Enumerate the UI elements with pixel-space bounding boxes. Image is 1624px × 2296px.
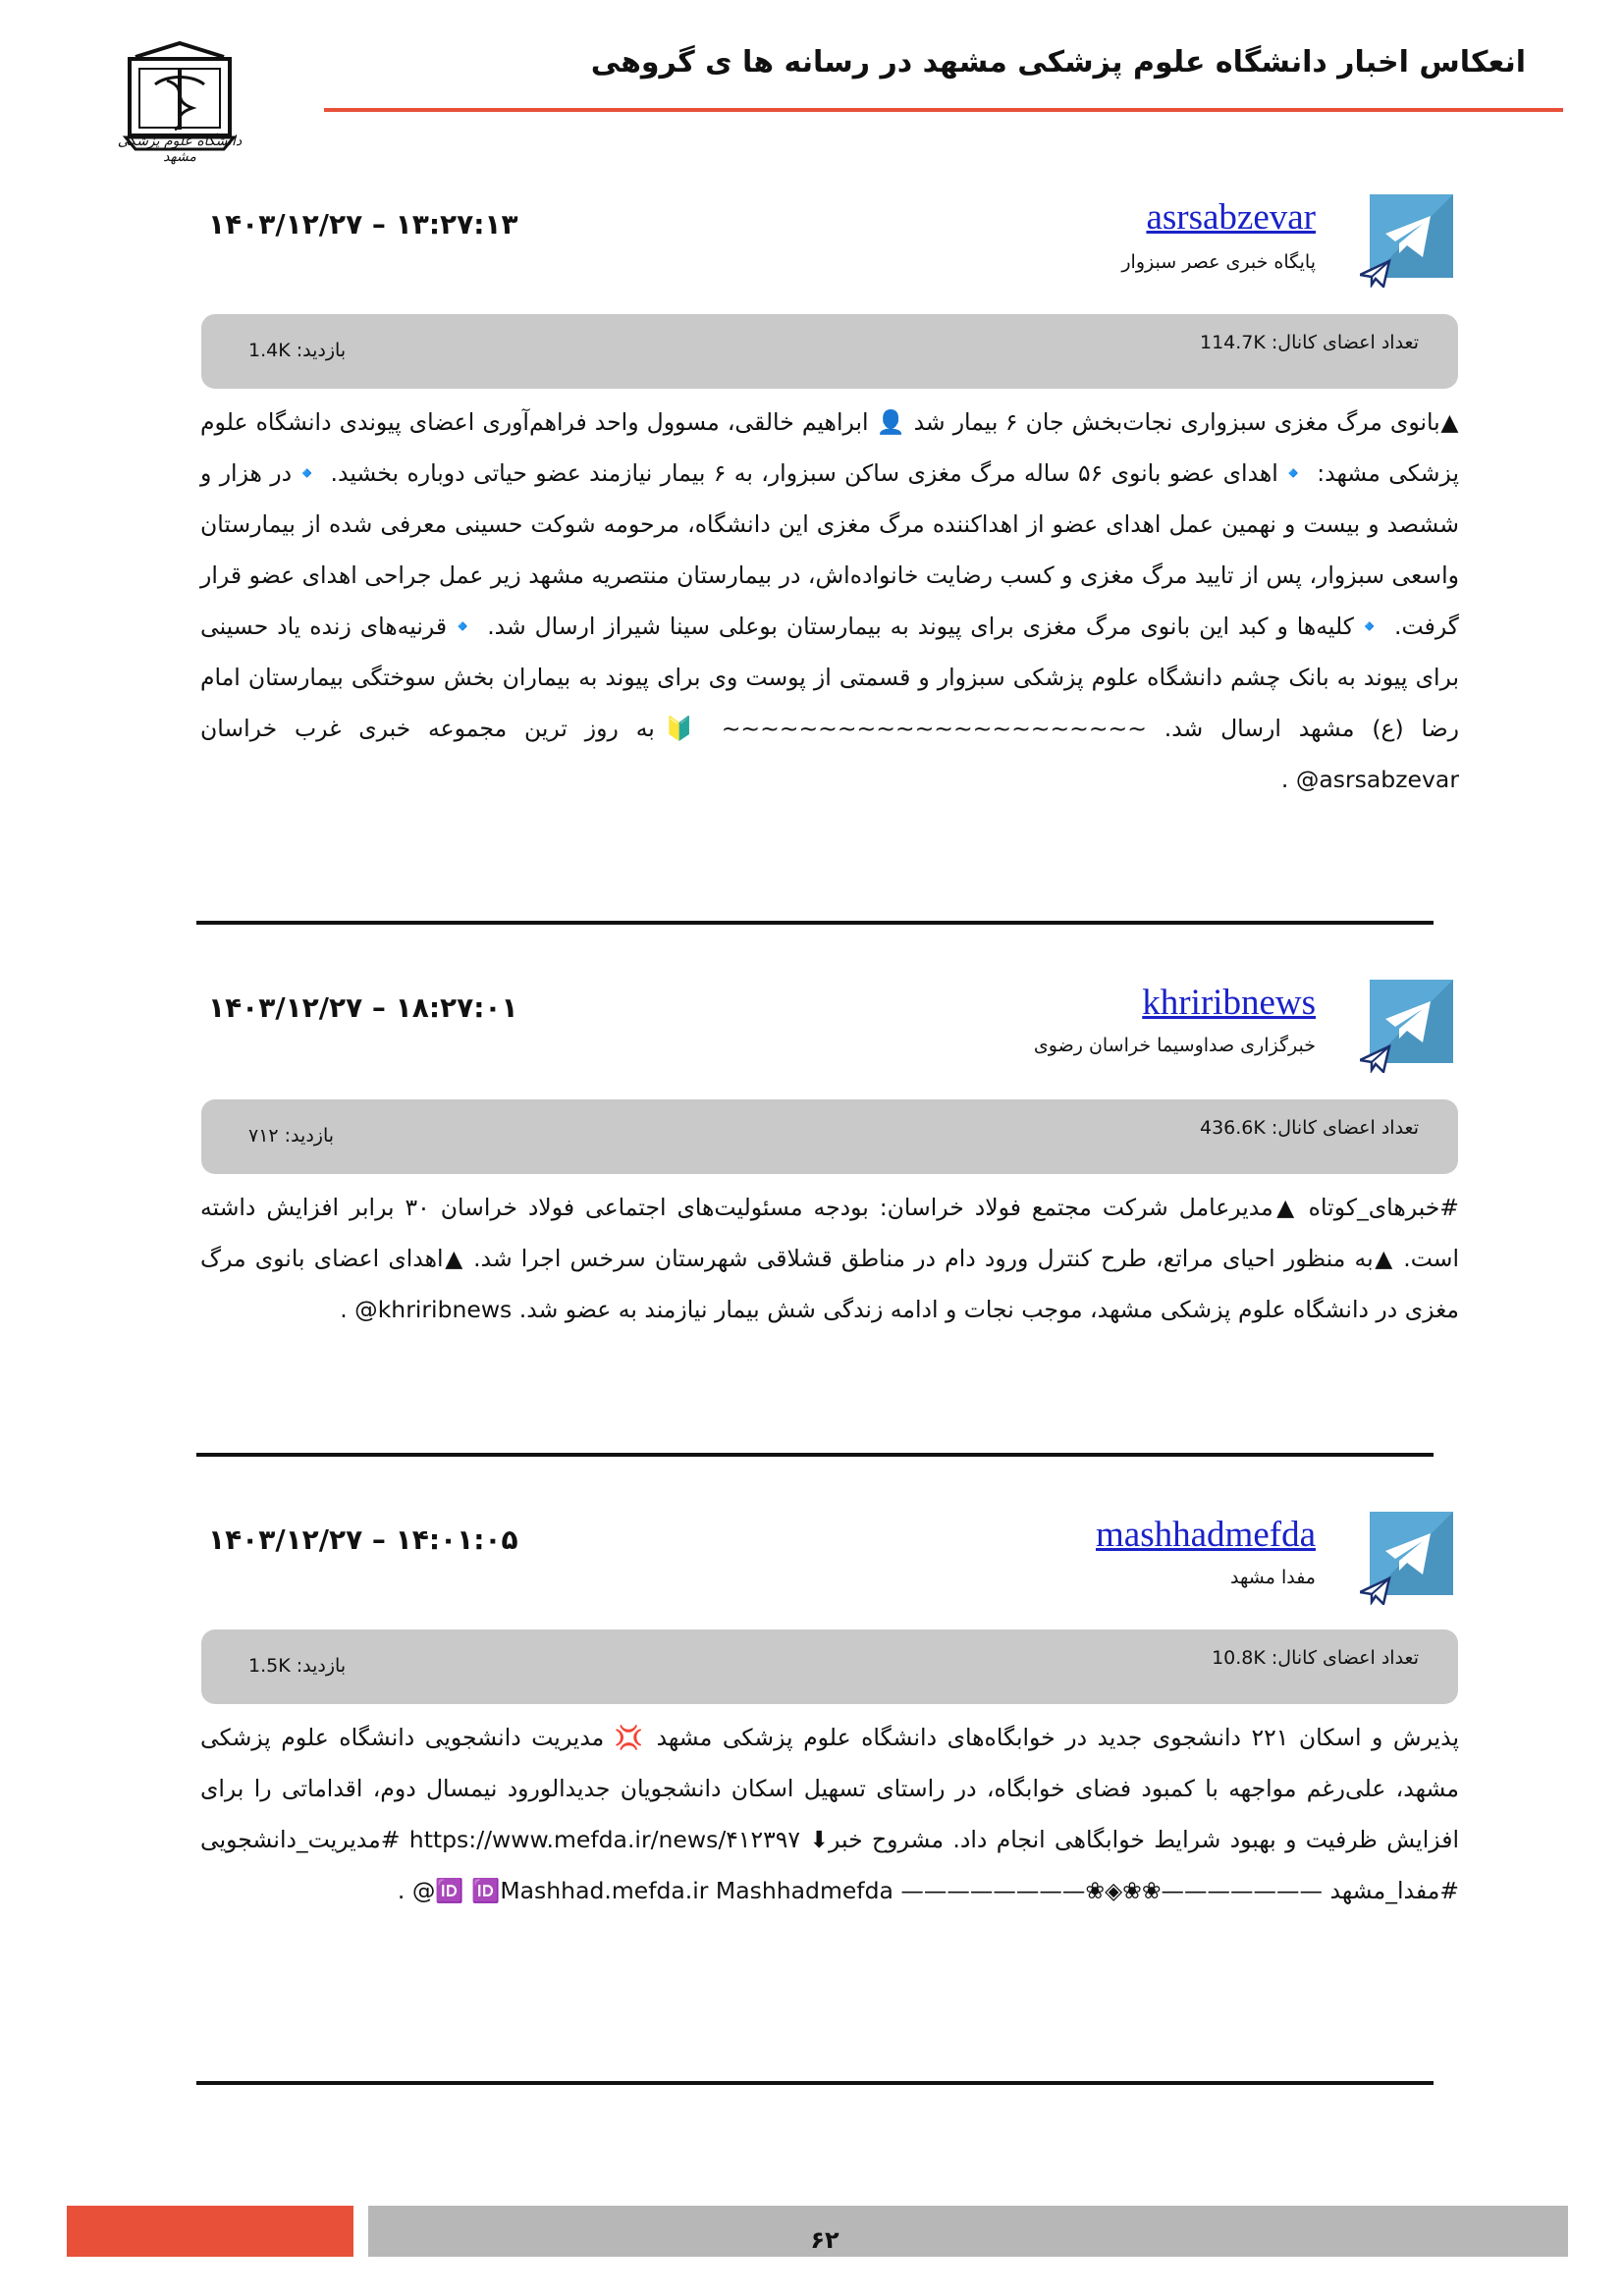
stats-bar	[201, 1099, 1458, 1174]
channel-name: خبرگزاری صداوسیما خراسان رضوی	[1033, 1035, 1316, 1056]
post-body: ▲بانوی مرگ مغزی سبزواری نجات‌بخش جان ۶ بیمار شد 👤 ابراهیم خالقی، مسوول واحد فراهم‌آوری اعضای پیوندی دانشگاه علوم پزشکی مشهد: 🔹اهدای عضو بانوی ۵۶ ساله مرگ مغزی ساکن سبزوار، به ۶ بیمار نیازمند عضو حیاتی دوباره بخشید. 🔹در هزار و ششصد و بیست و نهمین عمل اهدای عضو از اهداکننده مرگ مغزی این دانشگاه، مرحومه شوکت حسینی معرفی شده از بیمارستان واسعی سبزوار، پس از تایید مرگ مغزی و کسب رضایت خانواده‌اش، در بیمارستان منتصریه مشهد زیر عمل جراحی اهدای عضو قرار گرفت. 🔹کلیه‌ها و کبد این بانوی مرگ مغزی برای پیوند به بیمارستان بوعلی سینا شیراز ارسال شد. 🔹قرنیه‌های زنده یاد حسینی برای پیوند به بانک چشم دانشگاه علوم پزشکی سبزوار و قسمتی از پوست وی برای پیوند به بیماران بخش سوختگی بیمارستان امام رضا (ع) مشهد ارسال شد. ~~~~~~~~~~~~~~~~~~~~~~ 🔰به روز ترین مجموعه خبری غرب خراسان asrsabzevar@ .	[200, 408, 1460, 793]
channel-name: پایگاه خبری عصر سبزوار	[1121, 251, 1316, 273]
post-datetime: ۱۴۰۳/۱۲/۲۷ – ۱۸:۲۷:۰۱	[208, 991, 518, 1024]
view-count: بازدید: 1.4K	[248, 340, 347, 361]
footer-accent-bar	[67, 2206, 353, 2257]
page-number: ۶۲	[810, 2226, 839, 2254]
page-title: انعکاس اخبار دانشگاه علوم پزشکی مشهد در رسانه ها ی گروهی	[590, 45, 1526, 80]
post-body: #خبرهای_کوتاه ▲مدیرعامل شرکت مجتمع فولاد خراسان: بودجه مسئولیت‌های اجتماعی فولاد خراسان ۳۰ برابر افزایش داشته است. ▲به منظور احیای مراتع، طرح کنترل ورود دام در مناطق قشلاقی شهرستان سرخس اجرا شد. ▲اهدای اعضای بانوی مرگ مغزی در دانشگاه علوم پزشکی مشهد، موجب نجات و ادامه زندگی شش بیمار نیازمند به عضو شد. khriribnews@ .	[200, 1194, 1459, 1323]
post-divider	[196, 921, 1434, 925]
post-divider	[196, 1453, 1434, 1457]
post-divider	[196, 2081, 1434, 2085]
channel-handle[interactable]: asrsabzevar	[1146, 197, 1316, 238]
member-count: تعداد اعضای کانال: 114.7K	[1199, 332, 1419, 353]
view-count: بازدید: 1.5K	[248, 1655, 347, 1677]
channel-name: مفدا مشهد	[1230, 1567, 1316, 1588]
post-datetime: ۱۴۰۳/۱۲/۲۷ – ۱۴:۰۱:۰۵	[208, 1523, 518, 1556]
footer-bar	[368, 2206, 1568, 2257]
header-divider	[324, 108, 1563, 112]
post-body: پذیرش و اسکان ۲۲۱ دانشجوی جدید در خوابگاه‌های دانشگاه علوم پزشکی مشهد 💢 مدیریت دانشجویی دانشگاه علوم پزشکی مشهد، علی‌رغم مواجهه با کمبود فضای خوابگاه، در راستای تسهیل اسکان دانشجویان جدیدالورود نیمسال دوم، اقداماتی را برای افزایش ظرفیت و بهبود شرایط خوابگاهی انجام داد. مشروح خبر⬇ https://www.mefda.ir/news/۴۱۲۳۹۷ #مدیریت_دانشجویی #مفدا_مشهد ———————❀❀◈❀———————— 🆔 🆔Mashhad.mefda.ir Mashhadmefda@ .	[200, 1724, 1459, 1904]
member-count: تعداد اعضای کانال: 10.8K	[1212, 1647, 1419, 1669]
stats-bar	[201, 1629, 1458, 1704]
telegram-icon	[1360, 194, 1453, 288]
post-datetime: ۱۴۰۳/۱۲/۲۷ – ۱۳:۲۷:۱۳	[208, 208, 518, 240]
member-count: تعداد اعضای کانال: 436.6K	[1199, 1117, 1419, 1139]
telegram-icon	[1360, 1512, 1453, 1605]
view-count: بازدید: ۷۱۲	[248, 1125, 335, 1147]
stats-bar	[201, 314, 1458, 389]
channel-handle[interactable]: mashhadmefda	[1096, 1515, 1316, 1555]
logo-caption: دانشگاه علوم پزشکی مشهد	[117, 133, 243, 165]
telegram-icon	[1360, 980, 1453, 1073]
channel-handle[interactable]: khriribnews	[1142, 983, 1316, 1023]
